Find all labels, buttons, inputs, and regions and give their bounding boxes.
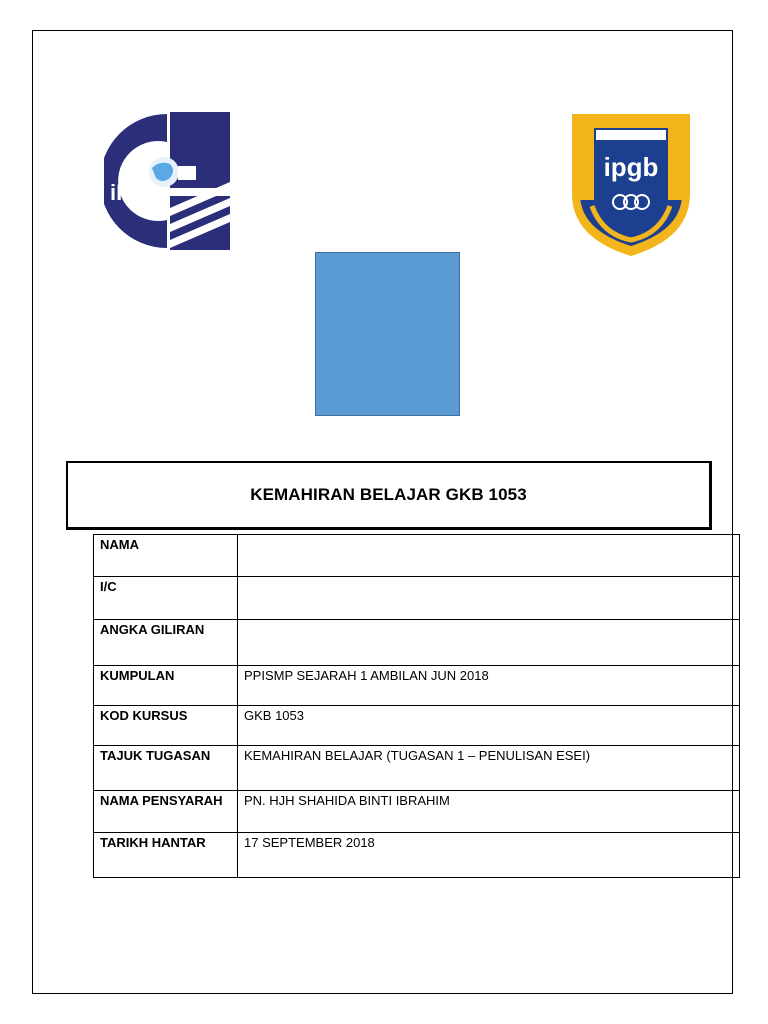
row-value: 17 SEPTEMBER 2018 [238, 833, 740, 878]
student-info-table [93, 534, 740, 878]
table-row [94, 746, 740, 791]
photo-placeholder [315, 252, 460, 416]
ipgb-crest-logo [568, 110, 694, 260]
row-value [238, 577, 740, 620]
row-value: GKB 1053 [238, 706, 740, 746]
row-label: KOD KURSUS [94, 706, 238, 746]
row-value: PPISMP SEJARAH 1 AMBILAN JUN 2018 [238, 666, 740, 706]
row-label: NAMA [94, 535, 238, 577]
document-title: KEMAHIRAN BELAJAR GKB 1053 [250, 485, 527, 504]
table-row [94, 791, 740, 833]
row-label: TARIKH HANTAR [94, 833, 238, 878]
table-row [94, 577, 740, 620]
row-value [238, 620, 740, 666]
row-value [238, 535, 740, 577]
table-row [94, 535, 740, 577]
row-label: KUMPULAN [94, 666, 238, 706]
row-label: TAJUK TUGASAN [94, 746, 238, 791]
table-row [94, 620, 740, 666]
row-label: ANGKA GILIRAN [94, 620, 238, 666]
row-label: I/C [94, 577, 238, 620]
ipg-logo [104, 110, 230, 252]
table-row [94, 833, 740, 878]
table-row [94, 666, 740, 706]
title-box [66, 461, 712, 530]
svg-text:ipgb: ipgb [603, 152, 659, 182]
row-label: NAMA PENSYARAH [94, 791, 238, 833]
row-value: KEMAHIRAN BELAJAR (TUGASAN 1 – PENULISAN ESEI) [238, 746, 740, 791]
table-row [94, 706, 740, 746]
svg-text:iPG: iPG [110, 180, 148, 205]
row-value: PN. HJH SHAHIDA BINTI IBRAHIM [238, 791, 740, 833]
